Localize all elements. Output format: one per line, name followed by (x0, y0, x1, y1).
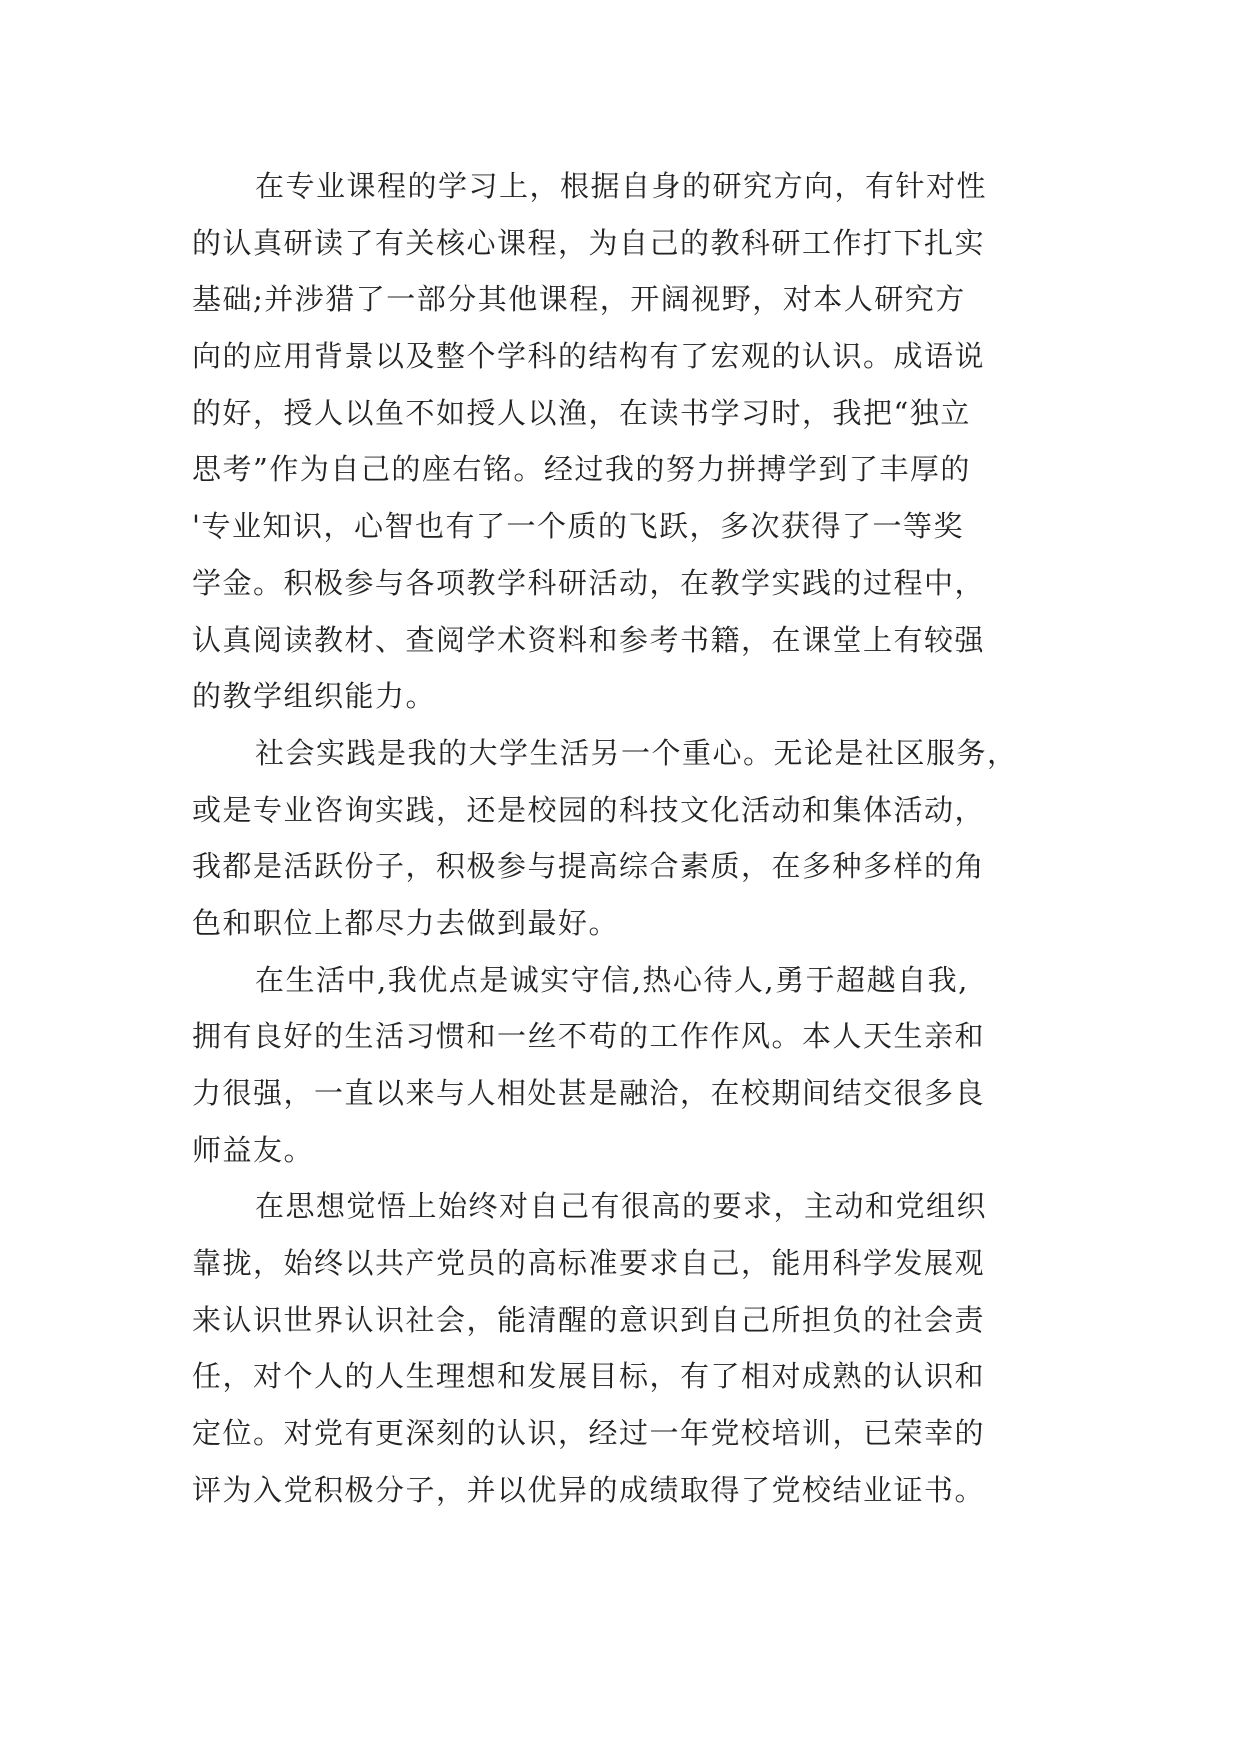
text-line: 在生活中,我优点是诚实守信,热心待人,勇于超越自我, (255, 962, 969, 997)
text-line: 我都是活跃份子，积极参与提高综合素质，在多种多样的角 (192, 849, 986, 884)
text-line: 来认识世界认识社会，能清醒的意识到自己所担负的社会责 (192, 1302, 986, 1337)
text-line: 认真阅读教材、查阅学术资料和参考书籍，在课堂上有较强 (192, 622, 986, 657)
text-line: 的好，授人以鱼不如授人以渔，在读书学习时，我把“独立 (192, 395, 971, 430)
text-line: 向的应用背景以及整个学科的结构有了宏观的认识。成语说 (192, 339, 986, 374)
paragraph-life (192, 952, 1072, 1179)
text-line: 或是专业咨询实践，还是校园的科技文化活动和集体活动， (192, 792, 986, 827)
text-line: 在专业课程的学习上，根据自身的研究方向，有针对性 (255, 169, 988, 203)
text-line: 基础;并涉猎了一部分其他课程，开阔视野，对本人研究方 (192, 282, 966, 317)
text-line: 思考”作为自己的座右铭。经过我的努力拼搏学到了丰厚的 (192, 452, 971, 487)
text-line: 力很强，一直以来与人相处甚是融洽，在校期间结交很多良 (192, 1076, 986, 1110)
text-line: 拥有良好的生活习惯和一丝不苟的工作作风。本人天生亲和 (192, 1019, 986, 1054)
document-body (192, 158, 1072, 1519)
text-line: 在思想觉悟上始终对自己有很高的要求，主动和党组织 (255, 1189, 988, 1224)
paragraph-ideology (192, 1178, 1072, 1518)
text-line: 靠拢，始终以共产党员的高标准要求自己，能用科学发展观 (192, 1246, 986, 1281)
text-line: 任，对个人的人生理想和发展目标，有了相对成熟的认识和 (192, 1359, 986, 1394)
text-line: 的教学组织能力。 (192, 679, 437, 714)
text-line: 师益友。 (192, 1132, 315, 1167)
text-line: 的认真研读了有关核心课程，为自己的教科研工作打下扎实 (192, 225, 986, 260)
text-line: 评为入党积极分子，并以优异的成绩取得了党校结业证书。 (192, 1472, 986, 1507)
text-line: 社会实践是我的大学生活另一个重心。无论是社区服务， (255, 735, 1018, 770)
text-line: 色和职位上都尽力去做到最好。 (192, 905, 620, 940)
text-line: '专业知识，心智也有了一个质的飞跃，多次获得了一等奖 (192, 509, 964, 544)
paragraph-social-practice (192, 725, 1072, 952)
text-line: 学金。积极参与各项教学科研活动，在教学实践的过程中， (192, 565, 986, 600)
text-line: 定位。对党有更深刻的认识，经过一年党校培训，已荣幸的 (192, 1416, 986, 1451)
paragraph-study (192, 158, 1072, 725)
